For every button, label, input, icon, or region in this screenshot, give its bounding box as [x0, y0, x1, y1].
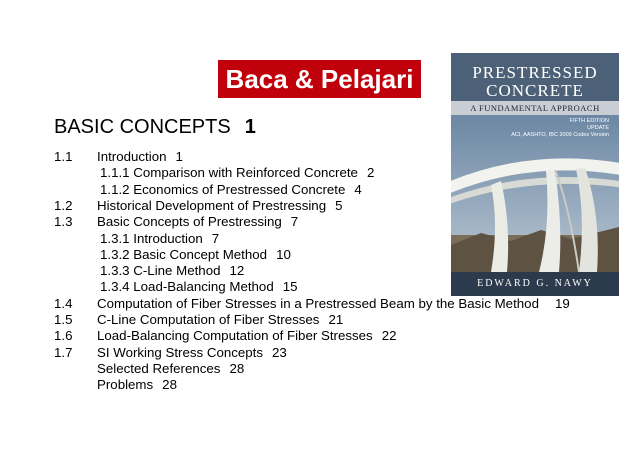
toc-entry-title — [100, 278, 298, 295]
toc-page-number: 7 — [290, 214, 299, 230]
toc-entry-title — [97, 213, 298, 230]
toc-page-number: 19 — [554, 295, 570, 311]
toc-entry-text: 1.3.1 Introduction — [100, 230, 203, 246]
toc-page-number: 23 — [272, 344, 287, 360]
toc-entry-text: 1.1.1 Comparison with Reinforced Concrete — [100, 165, 358, 181]
toc-entry-text: 1.3.4 Load-Balancing Method — [100, 279, 274, 295]
toc-entry-title — [97, 311, 343, 328]
toc-entry-title — [100, 181, 362, 198]
toc-page-number: 28 — [162, 377, 177, 393]
toc-entry-title — [97, 360, 244, 377]
toc-page-number: 1 — [175, 149, 183, 164]
toc-entry-text: C-Line Computation of Fiber Stresses — [97, 312, 320, 327]
toc-entry-text: Problems — [97, 377, 154, 393]
cover-title-line2: CONCRETE — [486, 81, 584, 100]
toc-entry-text: Load-Balancing Computation of Fiber Stresses — [97, 328, 373, 344]
toc-page-number: 4 — [354, 181, 362, 197]
toc-page-number: 15 — [282, 279, 298, 295]
cover-title-band — [451, 53, 619, 101]
toc-page-number: 22 — [381, 328, 397, 344]
toc-section-number: 1.5 — [54, 312, 73, 327]
chapter-heading — [54, 116, 256, 139]
toc-entry-text: Introduction — [97, 149, 167, 164]
toc-entry-title — [100, 164, 374, 181]
toc-page-number: 21 — [328, 312, 344, 327]
toc-entry-text: Selected References — [97, 360, 221, 376]
toc-entry-title — [97, 295, 570, 312]
toc-entry-title — [97, 344, 287, 361]
chapter-title: BASIC CONCEPTS — [54, 116, 231, 138]
toc-entry-text: 1.3.3 C-Line Method — [100, 263, 221, 279]
chapter-number: 1 — [244, 116, 256, 138]
cover-author: EDWARD G. NAWY — [451, 272, 619, 296]
cover-subtitle: A FUNDAMENTAL APPROACH — [451, 101, 619, 115]
toc-entry-title — [100, 262, 244, 279]
toc-section-number: 1.1 — [54, 149, 73, 164]
toc-entry-title — [100, 230, 219, 247]
banner-title: Baca & Pelajari — [218, 60, 421, 98]
toc-entry-title — [97, 148, 183, 165]
toc-page-number: 5 — [335, 197, 343, 213]
cover-title-line1: PRESTRESSED — [472, 63, 598, 82]
toc-entry-text: Basic Concepts of Prestressing — [97, 214, 282, 230]
book-cover-image — [451, 53, 619, 296]
toc-page-number: 7 — [211, 230, 220, 246]
toc-entry-title — [97, 327, 397, 344]
toc-section-number: 1.3 — [54, 214, 73, 230]
cover-edition: FIFTH EDITION UPDATE ACI, AASHTO, IBC 2009 Codes Version — [511, 118, 609, 138]
toc-page-number: 10 — [276, 246, 291, 262]
toc-page-number: 2 — [366, 165, 375, 181]
toc-entry-text: 1.1.2 Economics of Prestressed Concrete — [100, 181, 346, 197]
toc-entry-title — [100, 246, 291, 263]
toc-section-number: 1.6 — [54, 328, 73, 344]
toc-section-number: 1.2 — [54, 197, 73, 213]
toc-page-number: 12 — [229, 263, 245, 279]
toc-section-number: 1.7 — [54, 344, 73, 360]
toc-page-number: 28 — [229, 360, 245, 376]
toc-entry-text: SI Working Stress Concepts — [97, 344, 264, 360]
toc-entry-title — [97, 197, 343, 214]
toc-section-number: 1.4 — [54, 295, 73, 311]
toc-entry-title — [97, 376, 177, 393]
toc-entry-text: 1.3.2 Basic Concept Method — [100, 246, 268, 262]
toc-entry-text: Historical Development of Prestressing — [97, 197, 327, 213]
toc-entry-text: Computation of Fiber Stresses in a Prestressed Beam by the Basic Method — [97, 295, 539, 311]
